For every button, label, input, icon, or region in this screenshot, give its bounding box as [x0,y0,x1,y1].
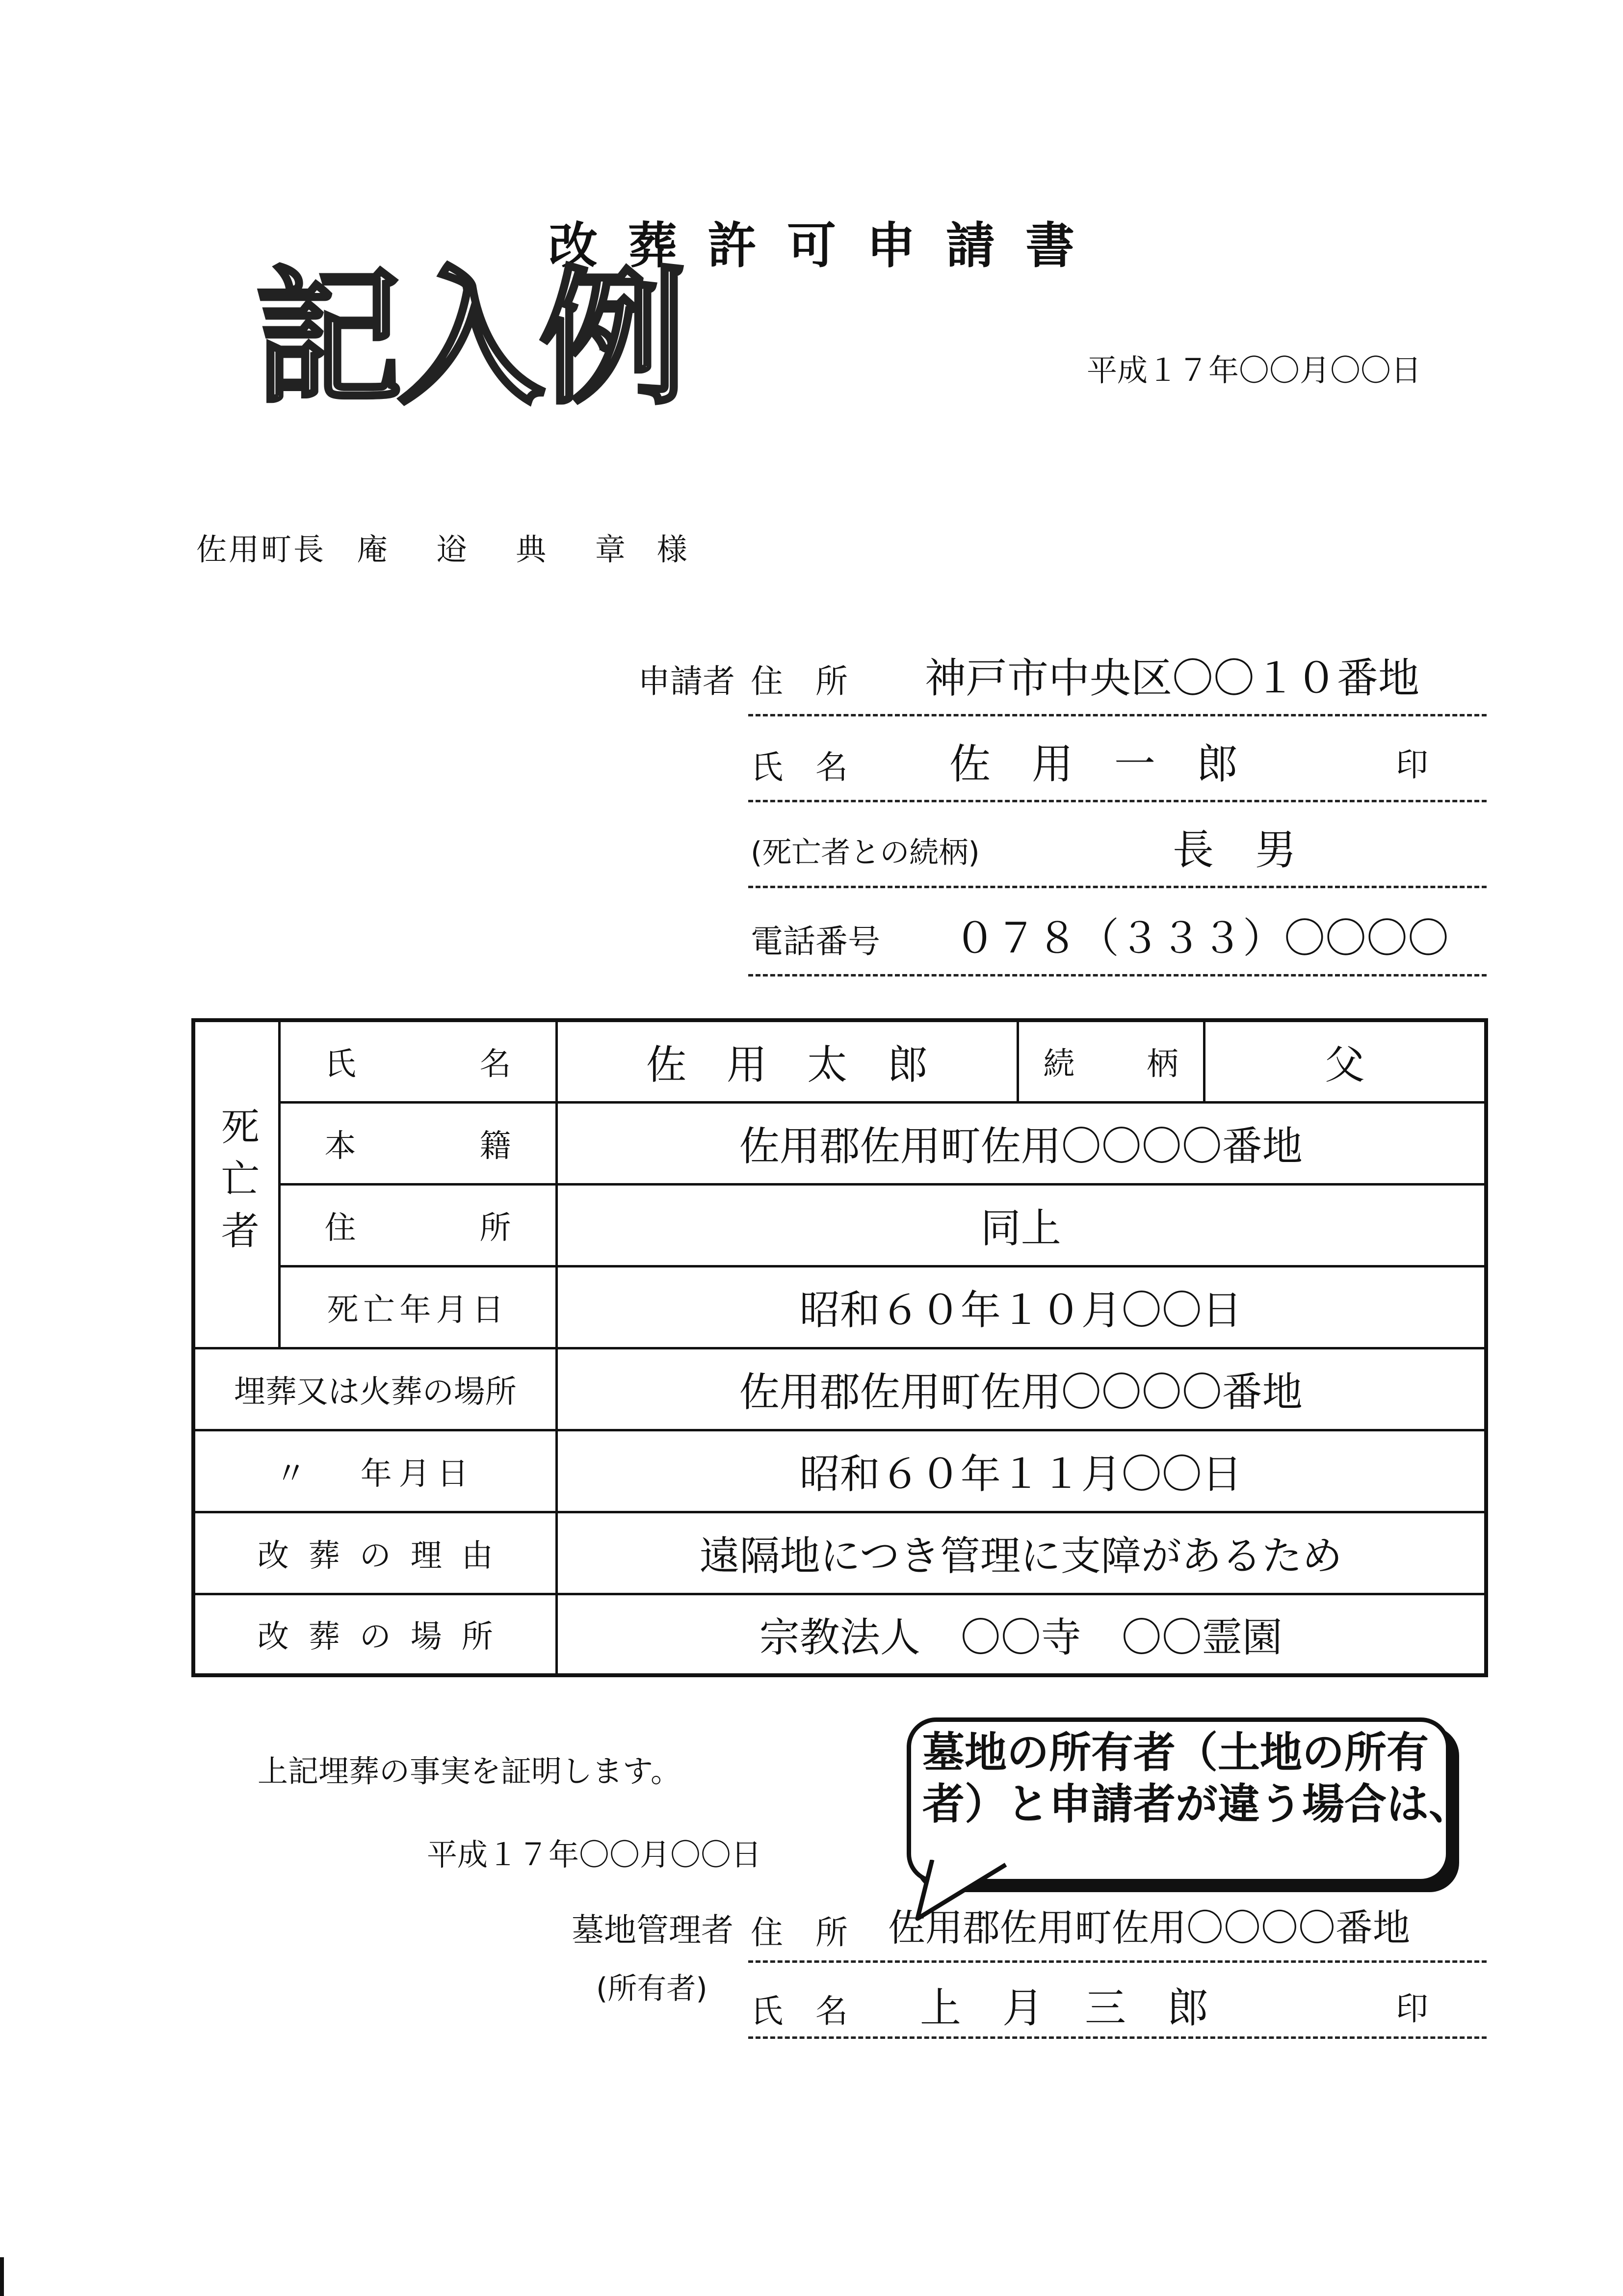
address-label-b: 所 [479,1210,511,1246]
new-place-label: 改葬の場所 [193,1594,556,1675]
name-label-cell [279,1020,556,1102]
applicant-relation-line [748,886,1487,888]
burial-date-label-cell [193,1430,556,1512]
applicant-phone: ０７８（３３３）〇〇〇〇 [954,914,1449,962]
applicant-phone-line [748,974,1487,976]
applicant-relation: 長 男 [1173,826,1297,874]
burial-date: 昭和６０年１１月〇〇日 [556,1430,1486,1512]
relation-label-cell [1018,1020,1204,1102]
ditto-mark: 〃 [275,1455,307,1492]
name-label-a: 氏 [324,1046,356,1083]
addressee [196,525,689,569]
form-title: 改葬許可申請書 [549,217,1105,274]
addressee-prefix: 佐用町長 [196,531,326,567]
applicant-phone-label: 電話番号 [751,923,880,960]
manager-name: 上 月 三 郎 [920,1984,1209,2032]
applicant-role-label: 申請者 [638,662,735,700]
example-mark: 記入例 [255,253,682,424]
address-label-cell [279,1184,556,1266]
relation-label-b: 柄 [1147,1046,1178,1083]
applicant-address-line [748,714,1487,716]
burial-date-label: 年月日 [360,1455,475,1492]
death-date: 昭和６０年１０月〇〇日 [556,1266,1486,1348]
applicant-relation-label: (死亡者との続柄) [751,836,980,870]
callout-line-2: 者）と申請者が違う場合は、 [922,1779,1471,1829]
manager-name-line [748,2036,1487,2039]
reason-label: 改葬の理由 [193,1512,556,1594]
death-date-label: 死亡年月日 [279,1266,556,1348]
addressee-name: 庵 逧 典 章 [357,531,645,567]
new-place: 宗教法人 〇〇寺 〇〇霊園 [556,1594,1486,1675]
applicant-name: 佐 用 一 郎 [949,740,1238,788]
manager-address: 佐用郡佐用町佐用〇〇〇〇番地 [888,1906,1410,1950]
relation-label-a: 続 [1043,1046,1075,1083]
applicant-name-label: 氏 名 [751,748,848,786]
callout-text [922,1727,1471,1830]
applicant-address-label: 住 所 [751,662,848,700]
reignterment-reason: 遠隔地につき管理に支障があるため [556,1512,1486,1594]
domicile-label-cell [279,1102,556,1184]
deceased-domicile: 佐用郡佐用町佐用〇〇〇〇番地 [556,1102,1486,1184]
domicile-label-b: 籍 [479,1128,511,1164]
deceased-table [191,1018,1488,1677]
certification-statement: 上記埋葬の事実を証明します。 [258,1753,681,1789]
manager-name-label: 氏 名 [751,1992,848,2030]
addressee-honorific: 様 [656,531,689,567]
applicant-name-line [748,800,1487,802]
application-date: 平成１７年〇〇月〇〇日 [1087,352,1422,388]
domicile-label-a: 本 [324,1128,356,1164]
certification-date: 平成１７年〇〇月〇〇日 [427,1837,762,1873]
burial-place: 佐用郡佐用町佐用〇〇〇〇番地 [556,1348,1486,1430]
deceased-address: 同上 [556,1184,1486,1266]
manager-seal: 印 [1396,1990,1428,2028]
applicant-address: 神戸市中央区〇〇１０番地 [925,654,1420,702]
manager-address-label: 住 所 [751,1914,848,1952]
address-label-a: 住 [324,1210,356,1246]
deceased-relation: 父 [1204,1020,1486,1102]
scan-edge-mark [0,2257,4,2296]
applicant-seal: 印 [1396,746,1428,784]
burial-place-label: 埋葬又は火葬の場所 [193,1348,556,1430]
callout-line-1: 墓地の所有者（土地の所有 [922,1728,1429,1777]
manager-address-line [748,1960,1487,1963]
deceased-group-cell [193,1020,279,1348]
owner-label: (所有者) [596,1972,707,2006]
deceased-name: 佐 用 太 郎 [556,1020,1018,1102]
manager-label: 墓地管理者 [572,1911,733,1949]
deceased-group-label: 死亡者 [214,1106,259,1263]
name-label-b: 名 [479,1046,511,1083]
